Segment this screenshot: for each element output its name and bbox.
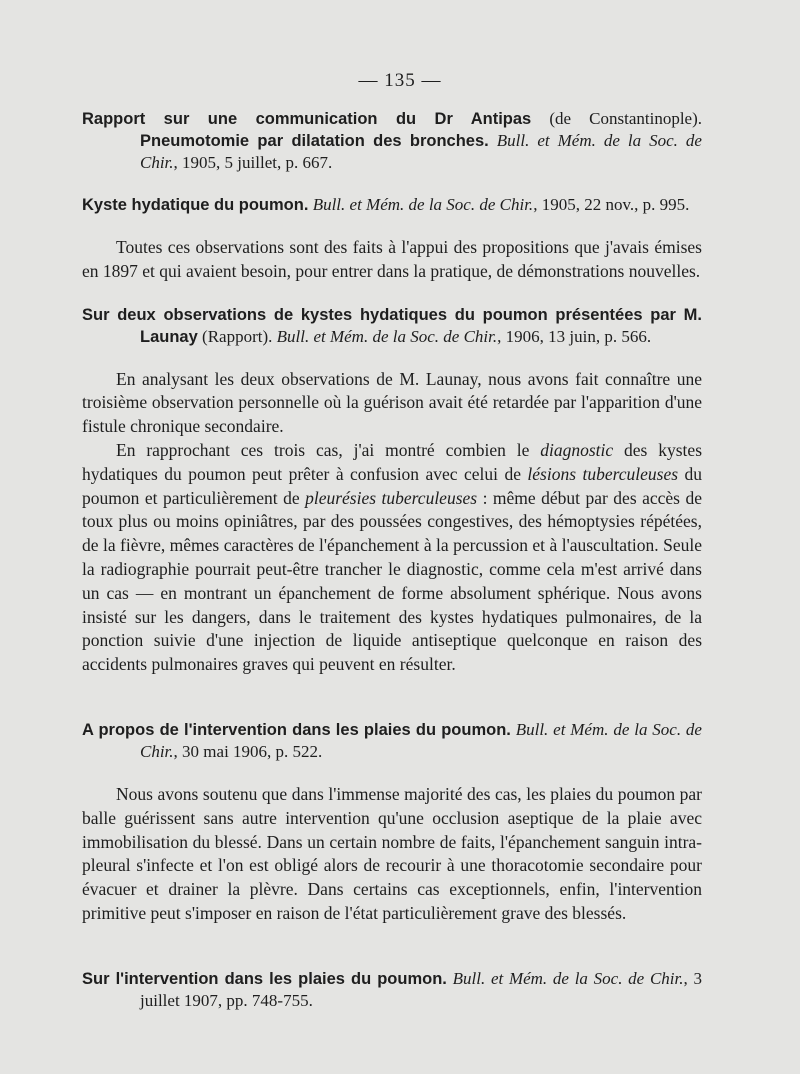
entry-citation: , 30 mai 1906, p. 522. bbox=[173, 741, 323, 761]
entry-title: Sur l'intervention dans les plaies du poumon. bbox=[82, 969, 447, 988]
entry-subtitle: Pneumotomie par dilatation des bronches. bbox=[140, 132, 489, 150]
paragraph: En analysant les deux observations de M. Launay, nous avons fait connaître une troisième observation personnelle où la guérison avait été retardée par l'apparition d'une fistule chronique secondaire. bbox=[82, 368, 702, 437]
entry-title: A propos de l'intervention dans les plaies du poumon. bbox=[82, 720, 511, 739]
journal-name: Bull. et Mém. de la Soc. de Chir. bbox=[272, 326, 498, 346]
entry-title: Sur deux observations de kystes hydatiques du poumon présentées par M. Launay bbox=[82, 305, 702, 346]
document-body bbox=[82, 108, 702, 1012]
entry-citation: , 3 juillet 1907, pp. 748-755. bbox=[140, 968, 702, 1010]
entry-note: (Rapport). bbox=[197, 326, 273, 346]
bibliography-entry bbox=[82, 304, 702, 348]
entry-title: Kyste hydatique du poumon. bbox=[82, 196, 309, 214]
bibliography-entry bbox=[82, 968, 702, 1012]
journal-name: Bull. et Mém. de la Soc. de Chir. bbox=[140, 131, 702, 172]
bibliography-entry bbox=[82, 719, 702, 763]
bibliography-entry bbox=[82, 194, 702, 216]
entry-citation: , 1906, 13 juin, p. 566. bbox=[497, 326, 652, 346]
entry-note: (de Constantinople). bbox=[531, 109, 703, 128]
paragraph: En rapprochant ces trois cas, j'ai montré combien le diagnostic des kystes hydatiques du poumon peut prêter à confusion avec celui de lésions tuberculeuses du poumon et particulièrement de pleurésies tuberculeuses : même début par des accès de toux plus ou moins opiniâtres, par des poussées congestives, des hémoptysies répétées, de la fièvre, mêmes caractères de l'épanchement à la percussion et à l'auscultation. Seule la radiographie pourrait peut-être trancher le diagnostic, comme cela m'est arrivé dans un cas — en montrant un épanchement de forme absolument sphérique. Nous avons insisté sur les dangers, dans le traitement des kystes hydatiques pulmonaires, de la ponction suivie d'une injection de liquide antiseptique quelconque en raison des accidents pulmonaires graves qui peuvent en résulter. bbox=[82, 439, 703, 675]
paragraph: Toutes ces observations sont des faits à l'appui des propositions que j'avais émises en 1897 et qui avaient besoin, pour entrer dans la pratique, de démonstrations nouvelles. bbox=[82, 237, 702, 281]
entry-citation: , 1905, 5 juillet, p. 667. bbox=[173, 153, 333, 172]
page-number: — 135 — bbox=[358, 70, 442, 91]
paragraph: Nous avons soutenu que dans l'immense majorité des cas, les plaies du poumon par balle guérissent sans autre intervention qu'une occlusion aseptique de la plaie avec immobilisation du blessé. Dans un certain nombre de faits, l'épanchement sanguin intra-pleural s'infecte et l'on est obligé alors de recourir à une thoracotomie secondaire pour évacuer et drainer la plèvre. Dans certains cas exceptionnels, enfin, l'intervention primitive peut s'imposer en raison de l'état particulièrement grave des blessés. bbox=[82, 783, 702, 923]
journal-name: Bull. et Mém. de la Soc. de Chir. bbox=[308, 195, 534, 214]
journal-name: Bull. et Mém. de la Soc. de Chir. bbox=[140, 719, 702, 761]
entry-citation: , 1905, 22 nov., p. 995. bbox=[533, 195, 690, 214]
entry-title: Rapport sur une communication du Dr Antipas bbox=[82, 110, 532, 128]
bibliography-entry bbox=[82, 108, 702, 174]
journal-name: Bull. et Mém. de la Soc. de Chir. bbox=[446, 968, 684, 988]
